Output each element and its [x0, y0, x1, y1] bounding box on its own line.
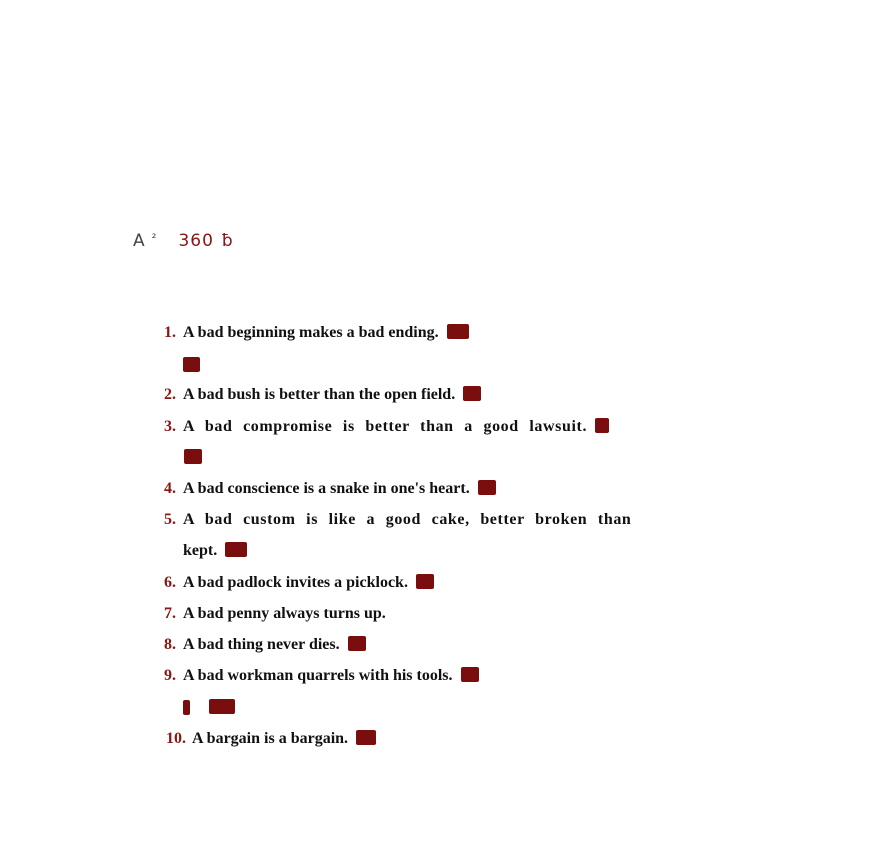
proverb-number: 1.: [164, 324, 176, 341]
chinese-gloss: [478, 480, 496, 495]
chinese-gloss: [356, 730, 376, 745]
proverb-number: 3.: [164, 418, 176, 435]
proverb-number: 8.: [164, 636, 176, 653]
header-letter: A: [133, 231, 146, 251]
proverb-text-body: A bad conscience is a snake in one's heart.: [183, 480, 470, 497]
proverb-text-body: A bargain is a bargain.: [192, 730, 349, 747]
chinese-gloss: [416, 574, 434, 589]
proverb-text: [183, 604, 386, 624]
proverb-number: 6.: [164, 574, 176, 591]
proverb-text: [183, 635, 366, 655]
proverb-number: 10.: [166, 730, 186, 747]
header-tail: ƀ: [221, 231, 233, 251]
chinese-gloss: [463, 386, 481, 401]
proverb-text: [183, 385, 481, 405]
proverb-text-body: A bad compromise is better than a good lawsuit.: [183, 418, 588, 435]
proverb-text: [183, 510, 631, 530]
proverb-text-body: A bad padlock invites a picklock.: [183, 574, 408, 591]
proverb-text: [183, 666, 479, 686]
chinese-gloss: [595, 418, 609, 433]
chinese-gloss-continued: [184, 449, 202, 464]
chinese-gloss: [447, 324, 469, 339]
proverb-text: [183, 573, 434, 593]
header-count: 360: [178, 231, 214, 251]
proverb-number: 7.: [164, 605, 176, 622]
proverb-number: 5.: [164, 511, 176, 528]
proverb-text: [183, 417, 609, 437]
proverb-number: 9.: [164, 667, 176, 684]
proverb-number: 2.: [164, 386, 176, 403]
proverb-text-body: A bad beginning makes a bad ending.: [183, 324, 439, 341]
proverb-text: [183, 323, 469, 343]
chinese-gloss-continued: [183, 357, 200, 372]
proverb-text-body: A bad custom is like a good cake, better broken than: [183, 511, 632, 528]
proverb-text: [183, 479, 496, 499]
chinese-gloss-continued: [209, 699, 235, 714]
proverb-text-body: kept.: [183, 542, 218, 559]
proverb-text-body: A bad penny always turns up.: [183, 605, 386, 622]
proverb-text-body: A bad thing never dies.: [183, 636, 340, 653]
proverb-text: [192, 729, 376, 749]
proverb-text-body: A bad bush is better than the open field.: [183, 386, 456, 403]
header-mark: ²: [151, 231, 157, 245]
chinese-gloss: [461, 667, 479, 682]
chinese-gloss: [225, 542, 247, 557]
proverb-text-body: A bad workman quarrels with his tools.: [183, 667, 453, 684]
chinese-gloss: [348, 636, 366, 651]
proverb-text-continued: [183, 541, 247, 561]
chinese-gloss-continued: [183, 700, 190, 715]
proverb-number: 4.: [164, 480, 176, 497]
